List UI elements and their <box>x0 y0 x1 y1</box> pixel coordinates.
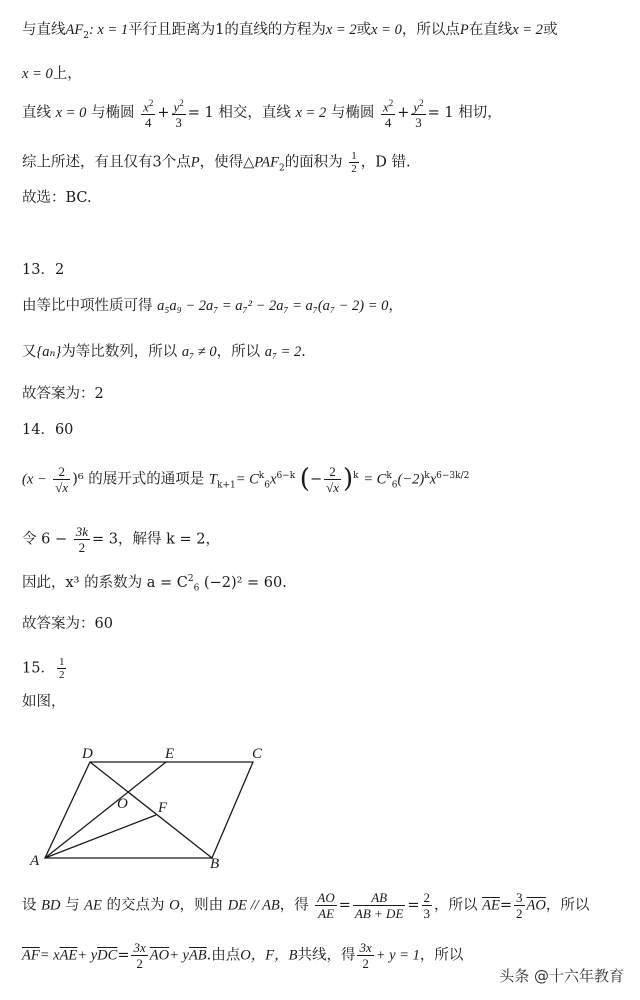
text-line: 因此，x³ 的系数为 $a = C^2_6$ (−2)² = 60. <box>22 574 287 594</box>
label-a: A <box>30 853 40 869</box>
label-e: E <box>165 746 175 762</box>
text-line: 综上所述，有且仅有3个点P，使得$\triangle PAF_2$的面积为 $\frac{1}{2}$ ，D 错. <box>22 150 411 175</box>
text-line: 故答案为：60 <box>22 616 113 632</box>
label-o: O <box>117 796 128 812</box>
text-line: 与直线$AF_2$: x = 1平行且距离为1的直线的方程为x = 2或x = 0，所以点P在直线x = 2或 <box>22 22 558 41</box>
parallelogram-abcd <box>45 762 253 858</box>
text-line: 如图， <box>22 694 66 710</box>
watermark: 头条 @十六年教育 <box>499 967 624 985</box>
label-b: B <box>210 856 220 870</box>
question-13-heading: 13．2 <box>22 262 65 278</box>
text-line: x = 0上， <box>22 66 82 82</box>
label-c: C <box>252 746 263 762</box>
question-14-heading: 14．60 <box>22 422 74 438</box>
parallelogram-figure <box>20 740 280 870</box>
text-line: $\overline{AF}= x\overline{AE}+ y\overline{DC}=$ $\frac{3x}{2}$ $\overline{AO}+ y\overline{AB}$.由点O，F，B共线，得 $\frac{3x}{2}$ + y = 1，所以 <box>22 940 464 971</box>
text-line: 令 6 − $\frac{3k}{2}$ = 3，解得 k = 2， <box>22 524 220 555</box>
label-d: D <box>82 746 93 762</box>
text-line: 又{aₙ}为等比数列，所以 a₇ ≠ 0，所以 a₇ = 2. <box>22 344 306 360</box>
text-line: 设 BD 与 AE 的交点为 O，则由 DE // AB，得 $\frac{AO}{AE}$ = $\frac{AB}{AB + DE}$ = $\frac{2}{3}$ ，所以 $\overline{AE}=$ $\frac{3}{2}$ $\overline{AO}$，所以 <box>22 890 590 921</box>
text-line: 直线 x = 0 与椭圆 $\frac{x^2}{4}$ + $\frac{y^2}{3}$ = 1 相交，直线 x = 2 与椭圆 $\frac{x^2}{4}$ + $\frac{y^2}{3}$ = 1 相切， <box>22 98 502 131</box>
label-f: F <box>158 800 168 816</box>
text-line: 故选：BC. <box>22 190 92 206</box>
segment-ae <box>45 762 166 858</box>
text-line: (x − $\frac{2}{√x}$ )⁶ 的展开式的通项是 $T_{k+1}= C^k_6x^{6-k}$ (− $\frac{2}{√x}$ )$^k = C^k_6(-2)^kx^{6-3k/2}$ <box>22 464 470 496</box>
text-line: 由等比中项性质可得 a₅a₉ − 2a₇ = a₇² − 2a₇ = a₇(a₇ − 2) = 0， <box>22 298 403 314</box>
text-line: 故答案为：2 <box>22 386 104 402</box>
segment-bd <box>90 762 212 858</box>
question-15-heading: 15． $\frac{1}{2}$ <box>22 656 65 681</box>
